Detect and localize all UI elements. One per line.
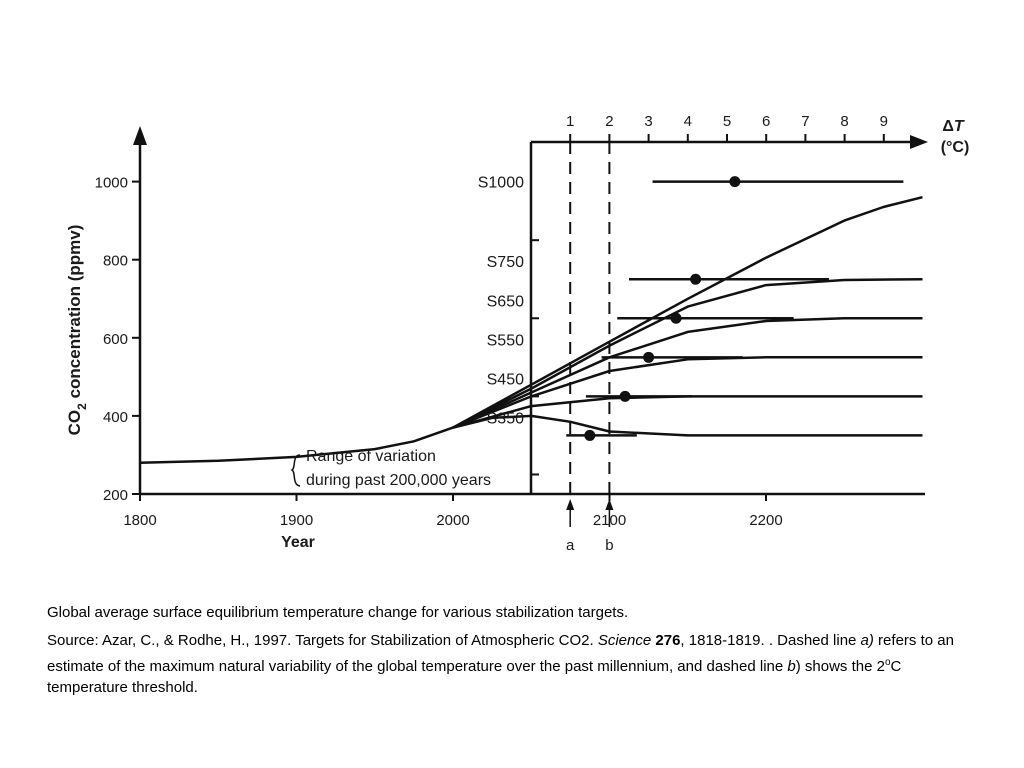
temp-tick-label: 8 — [840, 113, 849, 130]
range-annotation — [292, 448, 491, 489]
line-b-text: ) shows the 2 — [795, 657, 885, 675]
up-arrow-icon — [566, 499, 574, 510]
y-axis-label-group — [65, 225, 89, 436]
x-axis-label: Year — [281, 534, 315, 551]
temperature-axis — [531, 135, 928, 149]
estimate-dot-s650 — [671, 313, 682, 324]
source-pages: , 1818-1819. . Dashed line — [680, 632, 861, 649]
y-ticks — [95, 175, 140, 504]
annotation-line-1: Range of variation — [306, 448, 436, 465]
y-axis-arrow-icon — [133, 126, 147, 145]
up-arrow-icon — [605, 499, 613, 510]
series-label-s350: S350 — [486, 410, 524, 428]
y-tick-label: 800 — [102, 252, 128, 270]
temp-tick-label: 3 — [644, 113, 653, 130]
series-label-s450: S450 — [486, 371, 524, 389]
delta-t-unit: (°C) — [940, 139, 970, 156]
y-tick-label: 600 — [102, 330, 128, 348]
journal-name: Science — [597, 632, 652, 649]
y-tick-label: 200 — [102, 487, 128, 504]
temp-tick-label: 1 — [566, 113, 575, 130]
temp-tick-label: 7 — [801, 113, 810, 130]
brace-icon — [292, 455, 300, 486]
caption-title: Global average surface equilibrium temperature change for various stabilization targets. — [47, 604, 629, 621]
y-axis-label: $CO_2$ concentration (ppmv) — [65, 224, 89, 436]
top-axis-arrow-icon — [910, 135, 928, 149]
caption-source — [47, 630, 977, 699]
series-label-s1000: S1000 — [477, 174, 524, 192]
line-a-ref: a) — [860, 632, 874, 649]
degree-superscript: o — [884, 656, 891, 668]
line-a-text: refers to an estimate of the maximum natural variability of the global temperature over the past millennium, and dashed line — [47, 632, 954, 675]
x-tick-label: 2200 — [749, 512, 783, 529]
temp-tick-label: 4 — [683, 113, 692, 130]
series-labels — [478, 175, 524, 428]
series-label-s550: S550 — [486, 332, 524, 350]
journal-volume: 276 — [655, 632, 681, 649]
threshold-label-b: b — [605, 537, 614, 554]
annotation-line-2: during past 200,000 years — [306, 472, 492, 489]
temperature-ranges — [566, 176, 903, 441]
x-tick-label: 2000 — [436, 512, 470, 529]
series-label-s750: S750 — [486, 254, 524, 272]
source-prefix: Source: Azar, C., & Rodhe, H., 1997. Targets for Stabilization of Atmospheric CO2. — [47, 632, 598, 649]
temp-tick-label: 2 — [605, 113, 614, 130]
y-tick-label: 1000 — [94, 174, 128, 192]
threshold-label-a: a — [566, 537, 575, 554]
x-tick-label: 2100 — [592, 512, 627, 529]
series-label-s650: S650 — [486, 293, 524, 311]
x-tick-label: 1800 — [123, 512, 157, 529]
line-b-ref: b — [787, 657, 796, 675]
x-tick-label: 1900 — [279, 512, 314, 529]
caption-end: C temperature threshold. — [47, 657, 902, 696]
estimate-dot-s550 — [643, 352, 654, 363]
temp-tick-label: 5 — [722, 113, 732, 130]
estimate-dot-s1000 — [729, 176, 740, 187]
estimate-dot-s750 — [690, 274, 701, 285]
temperature-ticks — [566, 113, 888, 142]
temp-tick-label: 6 — [762, 113, 771, 130]
estimate-dot-s350 — [584, 430, 595, 441]
delta-t-label: ΔT — [942, 118, 964, 135]
temp-tick-label: 9 — [879, 113, 888, 130]
y-tick-label: 400 — [102, 408, 128, 426]
estimate-dot-s450 — [620, 391, 631, 402]
